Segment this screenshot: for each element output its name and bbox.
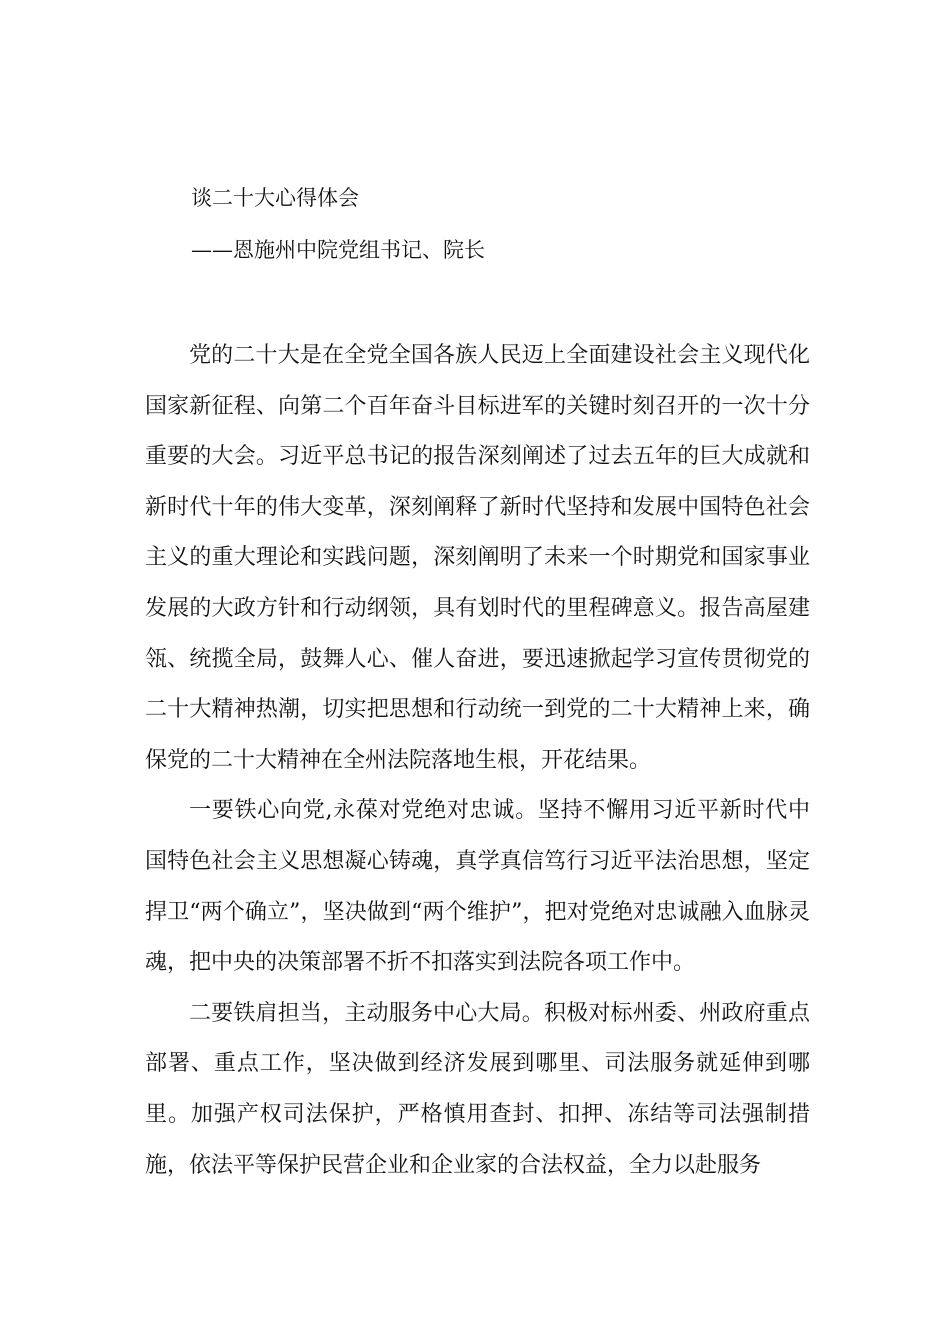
document-title: 谈二十大心得体会 — [191, 186, 359, 210]
document-subtitle: ——恩施州中院党组书记、院长 — [191, 238, 485, 262]
paragraph-intro: 党的二十大是在全党全国各族人民迈上全面建设社会主义现代化国家新征程、向第二个百年奋斗目标进军的关键时刻召开的一次十分重要的大会。习近平总书记的报告深刻阐述了过去五年的巨大成就和新时代十年的伟大变革，深刻阐释了新时代坚持和发展中国特色社会主义的重大理论和实践问题，深刻阐明了未来一个时期党和国家事业发展的大政方针和行动纲领，具有划时代的里程碑意义。报告高屋建瓴、统揽全局，鼓舞人心、催人奋进，要迅速掀起学习宣传贯彻党的二十大精神热潮，切实把思想和行动统一到党的二十大精神上来，确保党的二十大精神在全州法院落地生根，开花结果。 — [145, 343, 810, 773]
document-body — [145, 331, 810, 1191]
paragraph-point-one: 一要铁心向党,永葆对党绝对忠诚。坚持不懈用习近平新时代中国特色社会主义思想凝心铸魂，真学真信笃行习近平法治思想，坚定捍卫“两个确立”，坚决做到“两个维护”，把对党绝对忠诚融入血脉灵魂，把中央的决策部署不折不扣落实到法院各项工作中。 — [145, 798, 810, 976]
paragraph-point-two: 二要铁肩担当，主动服务中心大局。积极对标州委、州政府重点部署、重点工作，坚决做到经济发展到哪里、司法服务就延伸到哪里。加强产权司法保护，严格慎用查封、扣押、冻结等司法强制措施，依法平等保护民营企业和企业家的合法权益，全力以赴服务 — [145, 1000, 810, 1178]
